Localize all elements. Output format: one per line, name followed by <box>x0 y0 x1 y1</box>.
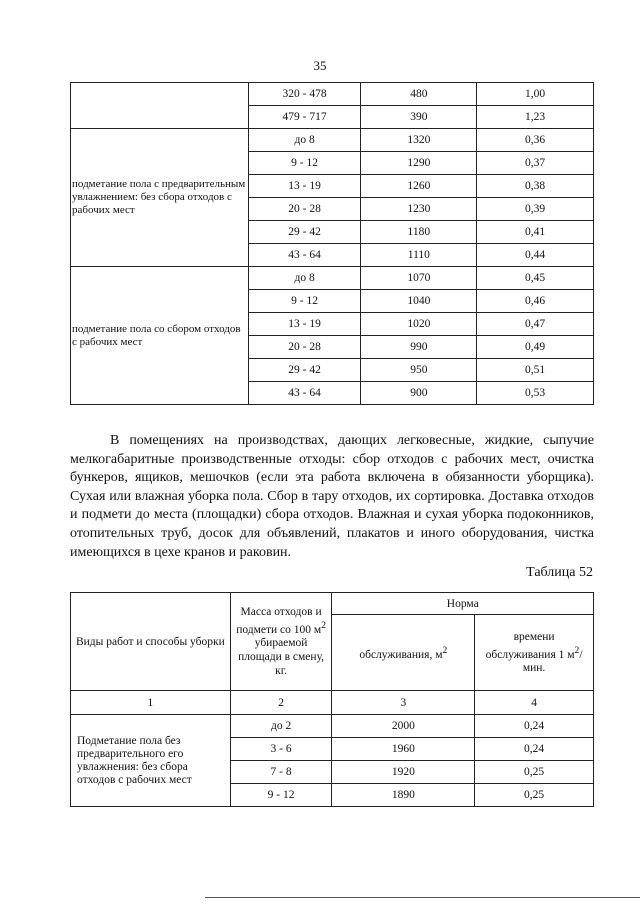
table-row <box>71 83 594 106</box>
norms-table-52 <box>70 592 594 807</box>
mass-range-cell: 29 - 42 <box>248 221 361 244</box>
norm-cell: 1070 <box>361 267 477 290</box>
norm-cell: 900 <box>361 382 477 405</box>
mass-range-cell: 9 - 12 <box>248 152 361 175</box>
time-cell: 0,24 <box>475 715 594 738</box>
work-type-cell: подметание пола с предварительным увлажнением: без сбора отходов с рабочих мест <box>71 129 249 267</box>
mass-range-cell: до 8 <box>248 267 361 290</box>
time-cell: 0,49 <box>477 336 594 359</box>
time-cell: 0,36 <box>477 129 594 152</box>
superscript: 2 <box>574 644 580 656</box>
norm-cell: 2000 <box>332 715 475 738</box>
norm-cell: 1020 <box>361 313 477 336</box>
mass-range-cell: до 2 <box>230 715 332 738</box>
mass-range-cell: 43 - 64 <box>248 382 361 405</box>
time-cell: 0,41 <box>477 221 594 244</box>
norm-cell: 1920 <box>332 761 475 784</box>
header-service-area <box>332 615 475 691</box>
time-cell: 0,25 <box>475 784 594 807</box>
norm-cell: 1040 <box>361 290 477 313</box>
work-type-cell: подметание пола со сбором отходов с рабочих мест <box>71 267 249 405</box>
superscript: 2 <box>321 619 326 631</box>
norm-cell: 480 <box>361 83 477 106</box>
norm-cell: 1960 <box>332 738 475 761</box>
header-service-time <box>475 615 594 691</box>
table-caption: Таблица 52 <box>526 565 593 580</box>
header-norma: Норма <box>332 593 594 615</box>
table-row <box>71 715 594 738</box>
norm-cell: 1290 <box>361 152 477 175</box>
column-number: 1 <box>71 691 231 715</box>
mass-range-cell: 13 - 19 <box>248 313 361 336</box>
page-number: 35 <box>313 58 327 73</box>
time-cell: 0,47 <box>477 313 594 336</box>
mass-range-cell: 9 - 12 <box>230 784 332 807</box>
mass-range-cell: 20 - 28 <box>248 198 361 221</box>
norms-table-continued <box>70 82 594 405</box>
mass-range-cell: 29 - 42 <box>248 359 361 382</box>
time-cell: 0,25 <box>475 761 594 784</box>
mass-range-cell: до 8 <box>248 129 361 152</box>
norm-cell: 1890 <box>332 784 475 807</box>
header-work-type: Виды работ и способы уборки <box>71 593 231 691</box>
norm-cell: 1230 <box>361 198 477 221</box>
column-number: 2 <box>230 691 332 715</box>
mass-range-cell: 9 - 12 <box>248 290 361 313</box>
header-service-area-text: обслуживания, м <box>359 648 443 661</box>
header-row <box>71 593 594 615</box>
norm-cell: 990 <box>361 336 477 359</box>
time-cell: 0,24 <box>475 738 594 761</box>
time-cell: 1,00 <box>477 83 594 106</box>
page-bottom-rule <box>205 897 640 898</box>
norm-cell: 950 <box>361 359 477 382</box>
work-type-cell: Подметание пола без предварительного его увлажнения: без сбора отходов с рабочих мест <box>71 715 231 807</box>
time-cell: 0,46 <box>477 290 594 313</box>
header-waste-mass <box>230 593 332 691</box>
mass-range-cell: 20 - 28 <box>248 336 361 359</box>
mass-range-cell: 13 - 19 <box>248 175 361 198</box>
header-waste-mass-text: Масса отходов и подмети со 100 м <box>236 605 322 636</box>
norm-cell: 1180 <box>361 221 477 244</box>
time-cell: 0,45 <box>477 267 594 290</box>
empty-cell <box>71 83 249 129</box>
time-cell: 0,39 <box>477 198 594 221</box>
time-cell: 1,23 <box>477 106 594 129</box>
norm-cell: 1110 <box>361 244 477 267</box>
norm-cell: 1320 <box>361 129 477 152</box>
superscript: 2 <box>442 644 448 656</box>
column-number-row <box>71 691 594 715</box>
mass-range-cell: 3 - 6 <box>230 738 332 761</box>
description-paragraph: В помещениях на производствах, дающих легковесные, жидкие, сыпучие мелкогабаритные производственные отходы: сбор отходов с рабочих мест, очистка бункеров, ящиков, мешочков (если эта работа включена в обязанности уборщика). Сухая или влажная уборка пола. Сбор в тару отходов, их сортировка. Доставка отходов и подмети до места (площадки) сбора отходов. Влажная и сухая уборка подоконников, отопительных труб, досок для объявлений, плакатов и иного оборудования, чистка имеющихся в цехе кранов и раковин. <box>70 433 594 560</box>
header-waste-mass-text-end: убираемой площади в смену, кг. <box>238 637 325 678</box>
time-cell: 0,44 <box>477 244 594 267</box>
mass-range-cell: 479 - 717 <box>248 106 361 129</box>
time-cell: 0,53 <box>477 382 594 405</box>
mass-range-cell: 320 - 478 <box>248 83 361 106</box>
time-cell: 0,51 <box>477 359 594 382</box>
column-number: 4 <box>475 691 594 715</box>
norm-cell: 1260 <box>361 175 477 198</box>
mass-range-cell: 7 - 8 <box>230 761 332 784</box>
table-row <box>71 267 594 290</box>
time-cell: 0,37 <box>477 152 594 175</box>
mass-range-cell: 43 - 64 <box>248 244 361 267</box>
header-service-time-text-end: /мин. <box>522 648 583 675</box>
header-service-time-text: времени обслуживания 1 м <box>485 630 575 661</box>
column-number: 3 <box>332 691 475 715</box>
table-row <box>71 129 594 152</box>
norm-cell: 390 <box>361 106 477 129</box>
time-cell: 0,38 <box>477 175 594 198</box>
